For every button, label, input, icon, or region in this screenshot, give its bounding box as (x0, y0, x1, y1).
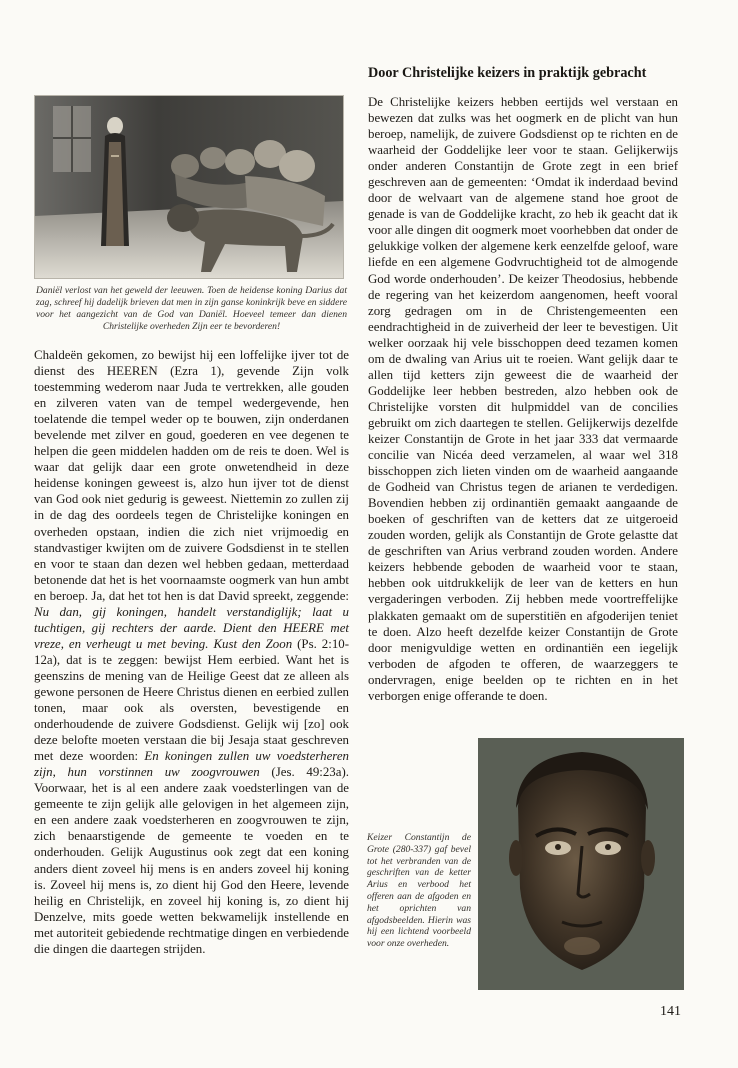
isaiah-quote: En koningen zullen uw voedsterheren zijn, hun vorstinnen uw zoogvrouwen (34, 749, 350, 780)
psalm-quote: Nu dan, gij koningen, handelt verstandiglijk; laat u tuchtigen, gij rechters der aarde. Dient den HEERE met vreze, en verheugt u met beving. Kust den Zoon (34, 604, 349, 651)
right-column (368, 64, 678, 704)
left-para-2: (Ps. 2:10-12a), dat is te zeggen: bewijst Hem eerbied. Want het is geenszins de mening van de Heilige Geest dat ze alleen als gewone personen de Heere Christus dienen en eerbied zullen tonen, maar ook als oversten, bevestigende en onderhoudende de zuivere Godsdienst. Gelijk wij [zo] ook deze belofte moeten verstaan die bij Jesaja staat geschreven met deze woorden: (34, 636, 350, 764)
constantine-caption: Keizer Constantijn de Grote (280-337) gaf bevel tot het verbranden van de geschriften van de ketter Arius en verbood het offeren aan de afgoden en het oprichten van afgodsbeelden. Hierin was hij een lichtend voorbeeld voor onze overheden. (367, 832, 471, 950)
daniel-lions-illustration (35, 96, 343, 278)
daniel-caption: Daniël verlost van het geweld der leeuwen. Toen de heidense koning Darius dat zag, schreef hij dadelijk brieven dat men in zijn ganse koninkrijk beve en siddere voor het aangezicht van de God van Daniël. Hoeveel temeer dan dienen Christelijke overheden Zijn eer te bevorderen! (36, 285, 347, 332)
left-para-3: (Jes. 49:23a). Voorwaar, het is al een andere zaak voedsterlingen van de gemeente te zijn gelijk alle gelovigen in het algemeen zijn, en een andere zaak voedsterheren en zoogvrouwen te zijn, zich benaarstigende de gemeente te voeden en te onderhouden. Gelijk Augustinus ook zegt dat een koning anders dient zoveel hij mens is en anders zoveel hij koning is. Zoveel hij mens is, zo dient hij God den Heere, levende heilig en Christelijk, en zoveel hij koning is, zo dient hij Denzelve, mits goede wetten bekwamelijk instellende en met autoriteit gebiedende rechtmatige dingen en verbiedende die dingen die daartegen strijden. (34, 765, 349, 956)
section-heading: Door Christelijke keizers in praktijk gebracht (368, 65, 647, 81)
left-para-1: Chaldeën gekomen, zo bewijst hij een loffelijke ijver tot de dienst des HEEREN (Ezra 1), gevende Zijn volk toestemming wederom naar Juda te vertrekken, alle gouden en zilveren vaten van de tempel wedergevende, hen toelatende die tempel weder op te bouwen, zijn onderdanen bevelende met zilver en goud, goederen en vee degenen te helpen die geen middelen hadden om de reis te doen. Wel is waar dat gelijk daar een grote onwetendheid in deze heidense koningen geweest is, alzo hun ijver tot de dienst van God ook niet gedurig is geweest. Niettemin zo zullen zij in de dag des oordeels tegen de Christelijke koningen en overheden opstaan, indien die zich niet vrijmoedig en standvastiger kwijten om de zuivere Godsdienst in te stellen en voor te staan dan dezen wel hebben gedaan, metterdaad betonende dat het is het voornaamste oogmerk van hun ambt en beroep. Ja, dat het tot hen is dat David spreekt, zeggende: (34, 348, 349, 603)
constantine-head-illustration (478, 738, 684, 990)
left-column (34, 95, 349, 957)
constantine-bust-photo (478, 738, 684, 990)
daniel-figure (101, 117, 129, 246)
page-number: 141 (660, 1004, 681, 1019)
daniel-lions-engraving (34, 95, 344, 279)
left-body-text (34, 347, 349, 957)
right-body-text: De Christelijke keizers hebben eertijds wel verstaan en bewezen dat zulks was het oogmerk en de plicht van hun beroep, namelijk, de zuivere Godsdienst op te richten en de waarheid der Goddelijke leer voor te staan. Gelijkerwijs onder anderen Constantijn de Grote zegt in een brief geschreven aan de gemeenten: ‘Omdat ik inderdaad bevind door de welvaart van de algemene stand hoe groot de genade is van de Goddelijke kracht, zo heb ik geacht dat ik voor alle dingen dit oogmerk moet voorhebben dat onder de gelukkige volken der algemene kerk eenzelfde geloof, ware liefde en een algemene Godvruchtigheid tot de almogende God worde onderhouden’. De keizer Theodosius, hebbende de regering van het keizerdom aangenomen, heeft vooral zorg gedragen om in de Christengemeenten een eendrachtigheid in de zuiverheid der leer te bevestigen. Uit welker oorzaak hij vele bisschoppen deed tezamen komen om de dwaling van Arius uit te roeien. Want gelijk daar te allen tijd ketters zijn geweest die de waarheid der Goddelijke leer hebben bestreden, alzo hebben ook de Christelijke vorsten dit hulpmiddel van de concilies gebruikt om zich daartegen te stellen. Gelijkerwijs dezelfde keizer Constantijn de Grote in het jaar 333 dat vermaarde concilie van Nicéa deed verzamelen, al waar wel 318 bisschoppen zich lieten vinden om de waarheid aangaande de Godheid van Christus tegen de arianen te verdedigen. Bovendien hebben zij ordinantiën gemaakt aangaande de boeken of geschriften van de ketters dat ze uitgeroeid zouden worden, gelijk als Constantijn de Grote gelastte dat de geschriften van Arius verbrand zouden worden. Andere keizers hebbende geboden de waarheid voor te staan, hebben ook uitdrukkelijk de leer van de ketters en hun vergaderingen verboden. Zij hebben mede voortreffelijke plakkaten gemaakt om de superstitiën en afgoderijen teniet te doen. Alzo heeft dezelfde keizer Constantijn de Grote door menigvuldige wetten en ordinantiën een iegelijk verboden de afgoden te offeren, de waarzeggers te ondervragen, enige beelden op te richten en in het verborgen enige offerande te doen. (368, 95, 678, 703)
